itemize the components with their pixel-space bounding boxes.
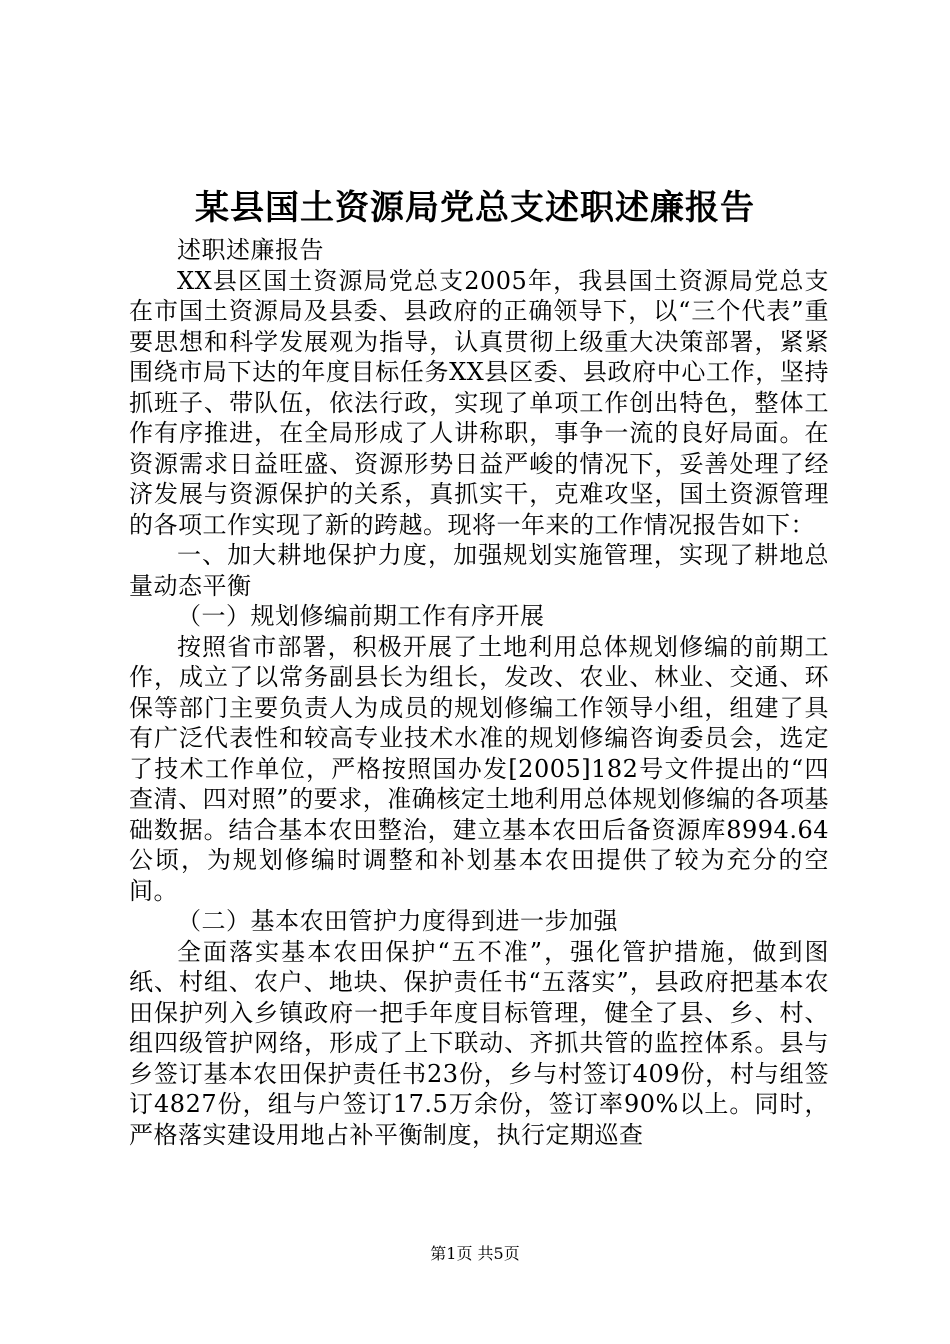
paragraph-subtitle: 述职述廉报告 <box>177 236 324 264</box>
subsection-heading-2: （二）基本农田管护力度得到进一步加强 <box>177 907 618 935</box>
document-body <box>129 235 829 1150</box>
paragraph-farmland-protection: 全面落实基本农田保护“五不准”，强化管护措施，做到图纸、村组、农户、地块、保护责任书“五落实”，县政府把基本农田保护列入乡镇政府一把手年度目标管理，健全了县、乡、村、组四级管护网络，形成了上下联动、齐抓共管的监控体系。县与乡签订基本农田保护责任书23份，乡与村签订409份，村与组签订4827份，组与户签订17.5万余份，签订率90%以上。同时，严格落实建设用地占补平衡制度，执行定期巡查 <box>129 937 829 1149</box>
page-footer: 第1页 共5页 <box>430 1244 520 1263</box>
paragraph-intro: XX县区国土资源局党总支2005年，我县国土资源局党总支在市国土资源局及县委、县政府的正确领导下，以“三个代表”重要思想和科学发展观为指导，认真贯彻上级重大决策部署，紧紧围绕市局下达的年度目标任务XX县区委、县政府中心工作，坚持抓班子、带队伍，依法行政，实现了单项工作创出特色，整体工作有序推进，在全局形成了人讲称职，事争一流的良好局面。在资源需求日益旺盛、资源形势日益严峻的情况下，妥善处理了经济发展与资源保护的关系，真抓实干，克难攻坚，国土资源管理的各项工作实现了新的跨越。现将一年来的工作情况报告如下： <box>129 266 829 539</box>
subsection-heading-1: （一）规划修编前期工作有序开展 <box>177 602 545 630</box>
document-title: 某县国土资源局党总支述职述廉报告 <box>195 188 755 228</box>
section-heading-1: 一、加大耕地保护力度，加强规划实施管理，实现了耕地总量动态平衡 <box>129 541 829 600</box>
paragraph-planning: 按照省市部署，积极开展了土地利用总体规划修编的前期工作，成立了以常务副县长为组长，发改、农业、林业、交通、环保等部门主要负责人为成员的规划修编工作领导小组，组建了具有广泛代表性和较高专业技术水准的规划修编咨询委员会，选定了技术工作单位，严格按照国办发[2005]182号文件提出的“四查清、四对照”的要求，准确核定土地利用总体规划修编的各项基础数据。结合基本农田整治，建立基本农田后备资源库8994.64公顷，为规划修编时调整和补划基本农田提供了较为充分的空间。 <box>129 632 829 905</box>
